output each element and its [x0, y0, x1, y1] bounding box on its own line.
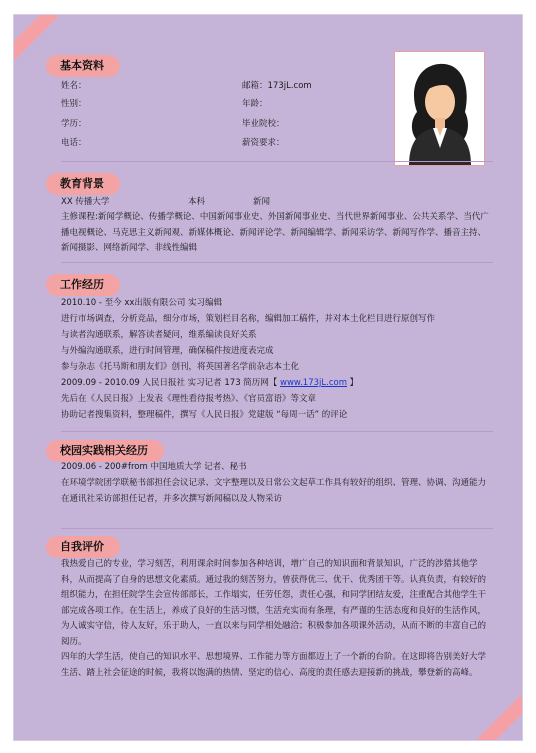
- gender-field: 性别：: [61, 99, 87, 109]
- campus-line: 在环境学院团学联秘书部担任会议记录、文字整理以及日常公文起草工作具有较好的组织、管理、协调、沟通能力: [61, 478, 487, 488]
- divider: [61, 431, 493, 432]
- self-paragraph: 四年的大学生活，使自己的知识水平、思想境界、工作能力等方面都迈上了一个新的台阶。在这即将告别美好大学生活、踏上社会征途的时候，我将以饱满的热情、坚定的信心、高度的责任感去迎接新的挑战，攀登新的高峰。: [61, 652, 487, 678]
- job-duty: 先后在《人民日报》上发表《理性看待报考热》、《官员富语》等文章: [61, 394, 317, 404]
- website-link[interactable]: www.173jL.com: [280, 378, 347, 388]
- self-evaluation: [61, 557, 493, 681]
- section-heading-basic: 基本资料: [46, 55, 120, 77]
- job2-title-text: 2009.09 - 2010.09 人民日报社 实习记者 173 简历网【: [61, 378, 281, 388]
- divider: [61, 161, 493, 162]
- campus-line: 在通讯社采访部担任记者，并多次撰写新闻稿以及人物采访: [61, 493, 283, 504]
- salary-field: 薪资要求：: [242, 138, 285, 148]
- job-title: 2010.10 - 至今 xx出版有限公司 实习编辑: [61, 298, 223, 308]
- person-avatar-icon: [395, 52, 484, 165]
- section-heading-self: 自我评价: [46, 536, 120, 558]
- section-heading-campus: 校园实践相关经历: [46, 440, 164, 462]
- job-duty: 参与杂志《托马斯和朋友们》创刊，将英国著名学前杂志本土化: [61, 362, 300, 372]
- job-duty: 进行市场调查，分析竞品，细分市场，策划栏目名称，编辑加工稿件，并对本土化栏目进行原创写作: [61, 314, 436, 324]
- section-heading-education: 教育背景: [46, 173, 120, 195]
- name-field: 姓名：: [61, 81, 87, 91]
- education-level: 本科: [188, 197, 206, 207]
- profile-photo: [394, 51, 485, 166]
- campus-details: [61, 476, 493, 507]
- phone-field: 电话：: [61, 138, 87, 148]
- self-paragraph: 我热爱自己的专业，学习刻苦，利用课余时间参加各种培训，增广自己的知识面和背景知识，广泛的涉猎其他学科，从而提高了自身的思想文化素质。通过我的刻苦努力，曾获得优三、优干、优秀团干等。认真负责，有较好的组织能力，在担任院学生会宣传部部长，工作塌实，任劳任怨，责任心强，和同学团结友爱，注重配合其他学生干部完成各项工作。在生活上，养成了良好的生活习惯，生活充实而有条理，有严谨的生活态度和良好的生活作风，为人诚实守信，待人友好，乐于助人，一直以来与同学相处融洽；积极参加各项课外活动，从而不断的丰富自己的阅历。: [61, 559, 487, 647]
- divider: [61, 528, 493, 529]
- degree-field: 学历：: [61, 119, 87, 129]
- school-field: 毕业院校：: [242, 119, 285, 129]
- campus-title: 2009.06 - 200#from 中国地质大学 记者、秘书: [61, 462, 247, 472]
- education-school: XX 传播大学: [61, 197, 110, 207]
- section-heading-work: 工作经历: [46, 274, 120, 296]
- job-duty: 协助记者搜集资料，整理稿件，撰写《人民日报》党建版 “每周一话” 的评论: [61, 410, 348, 420]
- job-title: [61, 376, 358, 391]
- job2-title-close: 】: [346, 378, 359, 388]
- education-courses: [61, 210, 493, 257]
- divider: [61, 262, 493, 263]
- email-field: 邮箱：173jL.com: [242, 81, 312, 91]
- job-duty: 与外编沟通联系，进行时间管理，确保稿件按进度表完成: [61, 346, 274, 356]
- corner-ribbon-bottom-right: [457, 681, 523, 741]
- courses-text: 主修课程:新闻学概论、传播学概论、中国新闻事业史、外国新闻事业史、当代世界新闻事业、公共关系学、当代广播电视概论、马克思主义新闻观、新媒体概论、新闻评论学、新闻编辑学、新闻采访学、新闻写作学、播音主持、新闻摄影、网络新闻学、非线性编辑: [61, 212, 489, 253]
- age-field: 年龄：: [242, 99, 268, 109]
- job-duty: 与读者沟通联系，解答读者疑问，维系编读良好关系: [61, 330, 257, 340]
- education-major: 新闻: [253, 197, 271, 207]
